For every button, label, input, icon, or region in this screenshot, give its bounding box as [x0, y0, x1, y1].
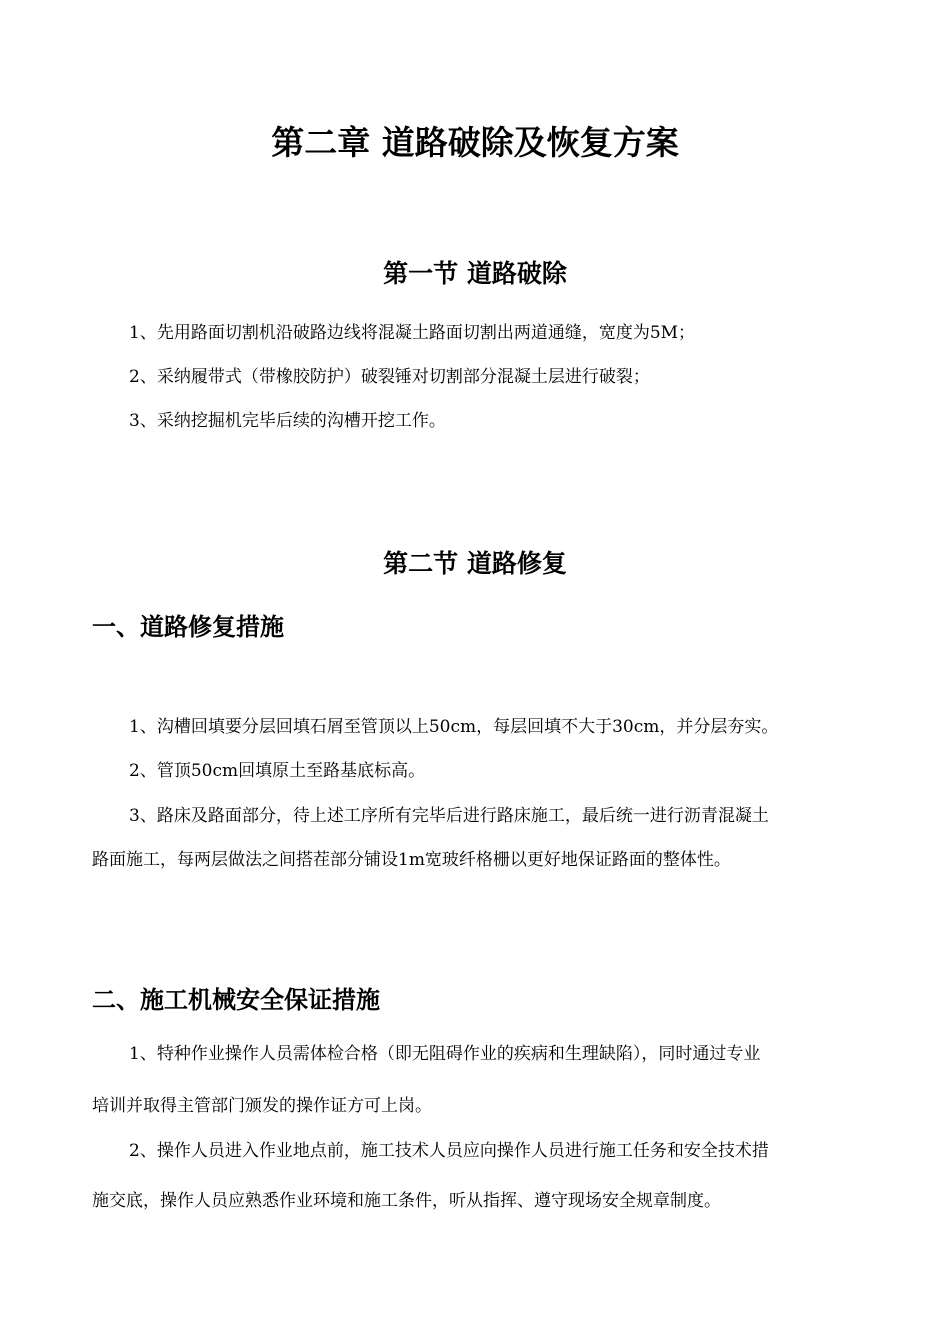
subsection1-item-3-line2: 路面施工，每两层做法之间搭茬部分铺设1m宽玻纤格栅以更好地保证路面的整体性。 — [92, 850, 731, 870]
subsection1-item-1: 1、沟槽回填要分层回填石屑至管顶以上50cm，每层回填不大于30cm，并分层夯实。 — [129, 717, 779, 737]
subsection1-item-2: 2、管顶50cm回填原土至路基底标高。 — [129, 761, 426, 781]
subsection1-item-3-line1: 3、路床及路面部分，待上述工序所有完毕后进行路床施工，最后统一进行沥青混凝土 — [129, 806, 769, 826]
subsection2-item-2-line1: 2、操作人员进入作业地点前，施工技术人员应向操作人员进行施工任务和安全技术措 — [129, 1141, 769, 1161]
subsection2-title: 二、施工机械安全保证措施 — [92, 985, 380, 1014]
section1-title: 第一节 道路破除 — [383, 259, 567, 288]
subsection2-item-1-line1: 1、特种作业操作人员需体检合格（即无阻碍作业的疾病和生理缺陷），同时通过专业 — [129, 1044, 761, 1064]
section1-item-1: 1、先用路面切割机沿破路边线将混凝土路面切割出两道通缝，宽度为5M； — [129, 323, 696, 343]
section1-item-2: 2、采纳履带式（带橡胶防护）破裂锤对切割部分混凝土层进行破裂； — [129, 367, 650, 387]
subsection2-item-1-line2: 培训并取得主管部门颁发的操作证方可上岗。 — [92, 1096, 432, 1116]
chapter-title: 第二章 道路破除及恢复方案 — [271, 123, 679, 162]
section1-item-3: 3、采纳挖掘机完毕后续的沟槽开挖工作。 — [129, 411, 446, 431]
section2-title: 第二节 道路修复 — [383, 549, 567, 578]
subsection1-title: 一、道路修复措施 — [92, 612, 284, 641]
subsection2-item-2-line2: 施交底，操作人员应熟悉作业环境和施工条件，听从指挥、遵守现场安全规章制度。 — [92, 1191, 721, 1211]
